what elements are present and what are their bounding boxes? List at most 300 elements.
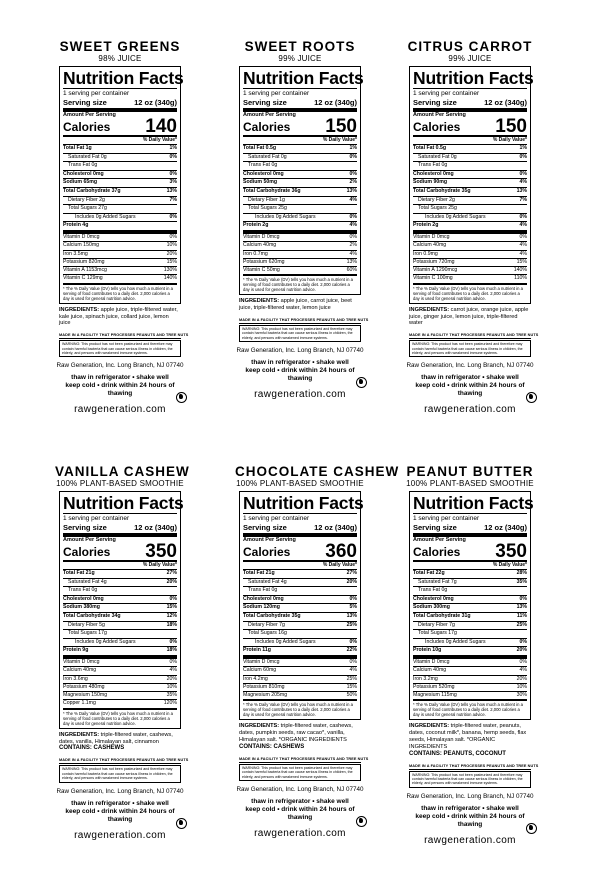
serving-size-row (413, 523, 527, 537)
nutrient-label: Sodium 120mg (243, 604, 280, 611)
vitamin-dv: 25% (346, 675, 357, 682)
nutrient-label: Total Carbohydrate 36g (243, 187, 301, 194)
ingredients (59, 307, 181, 327)
vitamin-row (243, 692, 357, 701)
nutrient-row (413, 604, 527, 613)
nutrient-dv: 28% (516, 570, 527, 576)
nutrient-label: Total Carbohydrate 31g (413, 612, 471, 619)
vitamin-dv: 60% (346, 267, 357, 274)
serving-size-label: Serving size (63, 98, 107, 107)
nutrient-dv: 4% (349, 222, 357, 229)
calories-row (413, 541, 527, 562)
vitamin-row (413, 234, 527, 242)
nutrient-label: Dietary Fiber 7g (248, 621, 285, 628)
nutrient-row (243, 154, 357, 163)
vitamin-row (63, 234, 177, 242)
vitamin-label: Potassium 720mg (413, 258, 455, 265)
storage-instructions (235, 798, 365, 822)
vitamin-dv: 20% (516, 675, 527, 682)
nutrient-label: Total Fat 0.5g (243, 145, 277, 151)
ingredients-text: apple juice, triple-filtered water, kale juice, spinach juice, collard juice, lemon juice (59, 306, 178, 327)
vitamin-dv: 4% (349, 250, 357, 257)
nutrient-dv: 0% (169, 638, 177, 645)
nutrient-dv: 7% (169, 196, 177, 203)
nutrient-row (63, 630, 177, 639)
vitamin-label: Copper 1.1mg (63, 700, 96, 707)
storage-instructions (405, 374, 535, 398)
product-name: PEANUT BUTTER (406, 464, 534, 479)
nutrient-row (413, 596, 527, 605)
vitamin-label: Iron 3.2mg (413, 675, 438, 682)
ingredients (239, 298, 361, 312)
nutrient-label: Includes 0g Added Sugars (425, 638, 486, 645)
vitamin-label: Vitamin C 100mg (413, 275, 453, 282)
daily-value-footnote: * The % Daily Value (DV) tells you how much a nutrient in a serving of food contributes to a daily diet. 2,000 calories a day is used for general nutrition advice. (63, 710, 173, 726)
nutrient-row (413, 162, 527, 171)
vitamin-row (413, 667, 527, 675)
nutrient-label: Total Fat 21g (243, 570, 275, 576)
nutrient-row (243, 647, 357, 659)
ingredients (409, 307, 531, 327)
calories-label: Calories (243, 545, 291, 559)
serving-size-value: 12 oz (340g) (134, 523, 177, 532)
vitamin-label: Calcium 40mg (243, 242, 277, 249)
pasteurization-warning: WARNING: This product has not been pasteurized and therefore may contain harmful bacteria that can cause serious illness in children, the elderly, and persons with weakened immune systems. (239, 764, 361, 781)
vitamin-label: Vitamin D 0mcg (63, 658, 100, 665)
vitamin-row (413, 251, 527, 259)
vitamin-dv: 0% (169, 233, 177, 240)
vitamin-row (243, 676, 357, 684)
nutrient-label: Includes 0g Added Sugars (75, 213, 136, 220)
serving-size-label: Serving size (243, 98, 287, 107)
facility-notice: MADE IN A FACILITY THAT PROCESSES PEANUTS AND TREE NUTS (409, 333, 539, 338)
ingredients (239, 723, 361, 743)
vitamin-row (243, 242, 357, 250)
amount-per-serving: Amount Per Serving (63, 537, 116, 543)
nutrient-row (243, 604, 357, 613)
nutrient-row (243, 214, 357, 223)
vitamin-row (63, 242, 177, 250)
nutrient-row (243, 162, 357, 171)
vitamin-dv: 10% (166, 242, 177, 249)
nutrient-row (63, 214, 177, 223)
nutrient-label: Saturated Fat 0g (68, 153, 107, 160)
vitamin-label: Vitamin C 50mg (243, 267, 280, 274)
vitamin-row (413, 692, 527, 701)
nutrient-label: Total Carbohydrate 35g (413, 187, 471, 194)
calories-row (243, 541, 357, 562)
nutrient-dv: 4% (519, 222, 527, 229)
nutrient-row (63, 604, 177, 613)
manufacturer-address: Raw Generation, Inc. Long Branch, NJ 07740 (56, 787, 184, 795)
nutrient-row (413, 647, 527, 659)
nutrient-label: Cholesterol 0mg (243, 595, 284, 602)
nutrient-label: Trans Fat 0g (68, 587, 98, 594)
instructions-line-1: thaw in refrigerator • shake well (421, 374, 519, 382)
nutrient-label: Cholesterol 0mg (63, 595, 104, 602)
pasteurization-warning: WARNING: This product has not been pasteurized and therefore may contain harmful bacteria that can cause serious illness in children, the elderly, and persons with weakened immune systems. (59, 765, 181, 782)
allergen-contains: CONTAINS: PEANUTS, COCONUT (409, 750, 506, 757)
instructions-line-1: thaw in refrigerator • shake well (71, 374, 169, 382)
nutrient-label: Includes 0g Added Sugars (255, 638, 316, 645)
vitamin-dv: 50% (346, 692, 357, 699)
calories-label: Calories (243, 120, 291, 134)
nutrient-row (63, 579, 177, 588)
nutrient-row (243, 570, 357, 579)
nutrient-dv: 13% (166, 187, 177, 194)
globe-icon (526, 823, 537, 834)
product-name: SWEET GREENS (59, 39, 181, 54)
nutrient-row (243, 179, 357, 188)
nutrient-label: Total Sugars 17g (68, 630, 107, 637)
manufacturer-address: Raw Generation, Inc. Long Branch, NJ 07740 (56, 362, 184, 370)
vitamin-dv: 20% (166, 675, 177, 682)
vitamin-dv: 4% (349, 667, 357, 674)
product-name: VANILLA CASHEW (55, 464, 190, 479)
facility-notice: MADE IN A FACILITY THAT PROCESSES PEANUTS AND TREE NUTS (239, 318, 369, 323)
product-subtitle: 100% PLANT-BASED SMOOTHIE (406, 479, 534, 488)
nutrient-label: Total Sugars 17g (418, 630, 457, 637)
vitamin-label: Potassium 480mg (63, 683, 105, 690)
instructions-line-1: thaw in refrigerator • shake well (421, 804, 519, 812)
nutrient-dv: 13% (346, 612, 357, 619)
vitamin-dv: 30% (516, 692, 527, 699)
nutrient-row (413, 613, 527, 622)
calories-label: Calories (413, 120, 461, 134)
nutrient-label: Dietary Fiber 1g (248, 196, 285, 203)
nutrient-label: Total Fat 0.5g (413, 145, 447, 151)
ingredients-label: INGREDIENTS: (59, 306, 100, 313)
nutrient-label: Sodium 380mg (63, 604, 100, 611)
vitamin-dv: 10% (166, 683, 177, 690)
vitamin-label: Iron 3.6mg (63, 675, 88, 682)
nutrient-dv: 22% (346, 647, 357, 654)
nutrient-dv: 0% (169, 595, 177, 602)
vitamin-label: Iron 4.2mg (243, 675, 268, 682)
vitamin-dv: 15% (516, 258, 527, 265)
manufacturer-address: Raw Generation, Inc. Long Branch, NJ 07740 (236, 347, 364, 355)
ingredients-label: INGREDIENTS: (409, 723, 450, 730)
product-card-chocolate-cashew (235, 464, 400, 840)
serving-size-value: 12 oz (340g) (134, 98, 177, 107)
nutrient-row (413, 570, 527, 579)
product-subtitle: 98% JUICE (98, 54, 142, 63)
vitamin-row (413, 267, 527, 275)
servings-per-container: 1 serving per container (63, 515, 130, 522)
vitamin-dv: 0% (169, 658, 177, 665)
nutrient-dv: 1% (349, 145, 357, 151)
nutrition-facts-panel (59, 66, 184, 304)
vitamin-row (413, 275, 527, 284)
allergen-contains: CONTAINS: CASHEWS (59, 745, 125, 752)
vitamin-label: Vitamin D 0mcg (243, 658, 280, 665)
nutrient-dv: 0% (519, 213, 527, 220)
nutrient-row (413, 622, 527, 631)
amount-per-serving: Amount Per Serving (243, 537, 296, 543)
ingredients-text: triple-filtered water, peanuts, dates, coconut milk*, banana, hemp seeds, flax seeds, Himalayan salt. *ORGANIC INGREDIENTS (409, 723, 527, 750)
vitamin-row (63, 667, 177, 675)
pasteurization-warning: WARNING: This product has not been pasteurized and therefore may contain harmful bacteria that can cause serious illness in children, the elderly, and persons with weakened immune systems. (59, 340, 181, 357)
nutrient-dv: 20% (516, 647, 527, 654)
amount-per-serving: Amount Per Serving (63, 112, 116, 118)
serving-size-row (63, 523, 177, 537)
nutrient-row (243, 171, 357, 180)
daily-value-header: % Daily Value* (243, 562, 357, 570)
vitamin-dv: 140% (163, 275, 177, 282)
storage-instructions (405, 805, 535, 829)
product-subtitle: 100% PLANT-BASED SMOOTHIE (56, 479, 184, 488)
nutrient-dv: 0% (349, 213, 357, 220)
storage-instructions (235, 359, 365, 383)
nutrient-dv: 3% (169, 179, 177, 186)
calories-label: Calories (63, 120, 111, 134)
nutrient-row (413, 214, 527, 223)
nutrient-row (413, 145, 527, 154)
vitamin-label: Iron 3.5mg (63, 250, 88, 257)
nutrient-dv: 2% (349, 179, 357, 186)
nutrient-dv: 27% (346, 570, 357, 576)
vitamin-label: Vitamin A 1153mcg (63, 267, 107, 274)
vitamin-dv: 0% (349, 233, 357, 240)
vitamin-row (243, 267, 357, 276)
vitamin-row (413, 684, 527, 692)
vitamin-label: Potassium 620mg (243, 258, 285, 265)
nutrient-dv: 13% (516, 187, 527, 194)
nutrient-row (63, 179, 177, 188)
nutrient-row (413, 179, 527, 188)
nutrient-row (243, 205, 357, 214)
instructions-line-2: keep cold • drink within 24 hours of thawing (415, 382, 525, 398)
daily-value-header: % Daily Value* (413, 562, 527, 570)
nutrient-label: Protein 10g (413, 647, 442, 654)
nutrient-row (63, 197, 177, 206)
amount-per-serving: Amount Per Serving (243, 112, 296, 118)
website-text: rawgeneration.com (424, 404, 516, 416)
nutrient-row (243, 579, 357, 588)
vitamin-row (413, 659, 527, 667)
nutrient-row (243, 145, 357, 154)
manufacturer-address: Raw Generation, Inc. Long Branch, NJ 07740 (406, 792, 534, 800)
nutrition-facts-title: Nutrition Facts (413, 68, 534, 88)
globe-icon (176, 392, 187, 403)
nutrient-label: Cholesterol 0mg (413, 170, 454, 177)
nutrient-label: Protein 11g (243, 647, 271, 654)
website-text: rawgeneration.com (254, 389, 346, 401)
vitamin-label: Calcium 40mg (413, 242, 447, 249)
ingredients-text: triple-filtered water, cashews, dates, vanilla, Himalayan salt, cinnamon (59, 731, 173, 745)
nutrient-label: Sodium 300mg (413, 604, 450, 611)
calories-value: 350 (145, 541, 177, 562)
website (405, 835, 535, 847)
nutrient-label: Total Sugars 27g (68, 205, 107, 212)
ingredients-text: carrot juice, orange juice, apple juice, ginger juice, lemon juice, triple-filtered water (409, 306, 529, 327)
vitamin-label: Calcium 60mg (243, 667, 277, 674)
ingredients-label: INGREDIENTS: (239, 298, 280, 305)
serving-size-label: Serving size (63, 523, 107, 532)
servings-per-container: 1 serving per container (63, 90, 130, 97)
vitamin-label: Iron 0.7mg (243, 250, 268, 257)
nutrient-dv: 0% (519, 638, 527, 645)
vitamin-dv: 10% (516, 683, 527, 690)
nutrient-row (243, 587, 357, 596)
nutrition-facts-panel (409, 491, 534, 720)
vitamin-row (243, 684, 357, 692)
ingredients-text: apple juice, carrot juice, beet juice, triple-filtered water, lemon juice (239, 298, 352, 312)
vitamin-label: Calcium 40mg (63, 667, 97, 674)
vitamin-dv: 0% (519, 658, 527, 665)
nutrient-row (63, 171, 177, 180)
globe-icon (176, 818, 187, 829)
vitamin-label: Calcium 150mg (63, 242, 100, 249)
vitamin-label: Magnesium 150mg (63, 692, 108, 699)
vitamin-dv: 20% (166, 250, 177, 257)
nutrient-dv: 35% (516, 578, 527, 585)
instructions-line-1: thaw in refrigerator • shake well (251, 798, 349, 806)
ingredients (59, 732, 181, 746)
nutrient-dv: 0% (519, 170, 527, 177)
calories-label: Calories (63, 545, 111, 559)
serving-size-row (243, 98, 357, 112)
vitamin-dv: 120% (163, 700, 177, 707)
vitamin-row (243, 251, 357, 259)
vitamin-row (63, 251, 177, 259)
nutrient-label: Cholesterol 0mg (413, 595, 454, 602)
serving-size-value: 12 oz (340g) (314, 98, 357, 107)
website (55, 404, 185, 416)
vitamin-label: Vitamin C 129mg (63, 275, 103, 282)
calories-value: 350 (495, 541, 527, 562)
calories-label: Calories (413, 545, 461, 559)
nutrition-facts-title: Nutrition Facts (243, 68, 364, 88)
nutrient-dv: 0% (349, 595, 357, 602)
vitamin-label: Vitamin D 0mcg (63, 233, 100, 240)
vitamin-row (63, 700, 177, 709)
nutrient-row (243, 596, 357, 605)
serving-size-value: 12 oz (340g) (484, 98, 527, 107)
facility-notice: MADE IN A FACILITY THAT PROCESSES PEANUTS AND TREE NUTS (59, 758, 189, 763)
vitamin-dv: 4% (519, 250, 527, 257)
vitamin-row (243, 659, 357, 667)
daily-value-footnote: * The % Daily Value (DV) tells you how much a nutrient in a serving of food contributes to a daily diet. 2,000 calories a day is used for general nutrition advice. (413, 702, 523, 718)
vitamin-row (63, 659, 177, 667)
vitamin-row (63, 275, 177, 284)
daily-value-footnote: * The % Daily Value (DV) tells you how much a nutrient in a serving of food contributes to a daily diet. 2,000 calories a day is used for general nutrition advice. (63, 285, 173, 301)
vitamin-dv: 0% (519, 233, 527, 240)
vitamin-row (63, 676, 177, 684)
nutrient-dv: 12% (166, 612, 177, 619)
nutrient-label: Trans Fat 0g (68, 162, 98, 169)
nutrient-label: Saturated Fat 4g (68, 578, 107, 585)
storage-instructions (55, 800, 185, 824)
serving-size-value: 12 oz (340g) (314, 523, 357, 532)
nutrient-label: Dietary Fiber 7g (418, 621, 455, 628)
product-subtitle: 100% PLANT-BASED SMOOTHIE (236, 479, 364, 488)
nutrient-dv: 0% (169, 213, 177, 220)
instructions-line-1: thaw in refrigerator • shake well (251, 359, 349, 367)
vitamin-label: Vitamin D 0mcg (243, 233, 280, 240)
nutrient-label: Sodium 90mg (413, 179, 448, 186)
ingredients (409, 723, 531, 750)
nutrient-dv: 20% (166, 578, 177, 585)
nutrient-row (63, 647, 177, 659)
nutrient-label: Protein 4g (63, 222, 89, 229)
nutrient-label: Includes 0g Added Sugars (425, 213, 486, 220)
vitamin-row (413, 242, 527, 250)
nutrient-label: Saturated Fat 0g (418, 153, 457, 160)
servings-per-container: 1 serving per container (243, 515, 310, 522)
website (405, 404, 535, 416)
nutrient-dv: 18% (166, 621, 177, 628)
nutrient-dv: 25% (516, 621, 527, 628)
amount-per-serving: Amount Per Serving (413, 112, 466, 118)
calories-row (243, 116, 357, 137)
vitamin-label: Vitamin D 0mcg (413, 233, 450, 240)
vitamin-dv: 35% (166, 692, 177, 699)
product-name: SWEET ROOTS (244, 39, 356, 54)
website-text: rawgeneration.com (74, 404, 166, 416)
nutrient-row (243, 197, 357, 206)
daily-value-header: % Daily Value* (413, 137, 527, 145)
vitamin-dv: 15% (166, 258, 177, 265)
nutrition-facts-panel (59, 491, 184, 729)
nutrient-row (63, 570, 177, 579)
vitamin-row (243, 667, 357, 675)
nutrient-label: Total Fat 21g (63, 570, 95, 576)
nutrition-facts-panel (239, 491, 364, 720)
nutrient-row (243, 630, 357, 639)
nutrient-row (413, 171, 527, 180)
vitamin-row (413, 259, 527, 267)
vitamin-dv: 13% (346, 258, 357, 265)
website-text: rawgeneration.com (424, 834, 516, 846)
vitamin-dv: 140% (513, 267, 527, 274)
nutrient-dv: 13% (516, 604, 527, 611)
nutrient-label: Trans Fat 0g (248, 162, 278, 169)
ingredients-label: INGREDIENTS: (239, 723, 280, 730)
nutrient-dv: 1% (169, 145, 177, 151)
vitamin-label: Magnesium 115mg (413, 692, 457, 699)
website-text: rawgeneration.com (74, 829, 166, 841)
nutrient-dv: 0% (349, 638, 357, 645)
nutrient-row (413, 579, 527, 588)
amount-per-serving: Amount Per Serving (413, 537, 466, 543)
servings-per-container: 1 serving per container (413, 90, 480, 97)
instructions-line-2: keep cold • drink within 24 hours of thawing (65, 807, 175, 823)
serving-size-value: 12 oz (340g) (484, 523, 527, 532)
daily-value-header: % Daily Value* (243, 137, 357, 145)
nutrient-dv: 0% (349, 170, 357, 177)
nutrient-row (63, 154, 177, 163)
nutrient-label: Total Carbohydrate 35g (243, 612, 301, 619)
product-card-vanilla-cashew (55, 464, 190, 842)
vitamin-row (243, 234, 357, 242)
nutrient-label: Total Sugars 25g (418, 205, 457, 212)
nutrient-dv: 0% (349, 153, 357, 160)
nutrient-row (63, 222, 177, 234)
storage-instructions (55, 374, 185, 398)
vitamin-label: Vitamin D 0mcg (413, 658, 450, 665)
nutrition-facts-panel (409, 66, 534, 304)
nutrient-dv: 7% (519, 196, 527, 203)
vitamin-dv: 2% (349, 242, 357, 249)
nutrition-facts-panel (239, 66, 364, 295)
vitamin-row (63, 684, 177, 692)
vitamin-row (63, 259, 177, 267)
vitamin-dv: 4% (519, 242, 527, 249)
product-subtitle: 99% JUICE (448, 54, 492, 63)
nutrient-label: Dietary Fiber 2g (418, 196, 455, 203)
nutrient-label: Trans Fat 0g (248, 587, 278, 594)
